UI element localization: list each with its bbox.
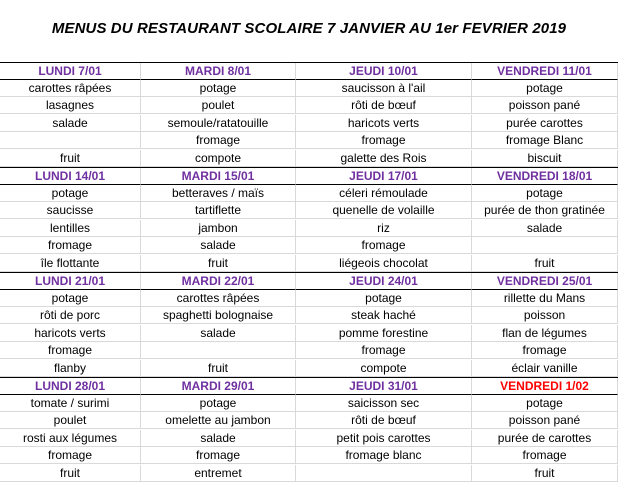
- day-header: VENDREDI 25/01: [472, 273, 618, 290]
- menu-row: [0, 395, 618, 412]
- menu-cell: salade: [0, 115, 141, 132]
- menu-cell: lentilles: [0, 220, 141, 237]
- menu-row: [0, 237, 618, 254]
- menu-cell: fromage: [472, 342, 618, 359]
- menu-cell: fruit: [141, 255, 296, 272]
- menu-cell: haricots verts: [0, 325, 141, 342]
- day-header: LUNDI 28/01: [0, 378, 141, 395]
- menu-cell: rôti de porc: [0, 307, 141, 324]
- menu-cell: saicisson sec: [296, 395, 472, 412]
- menu-cell: riz: [296, 220, 472, 237]
- menu-cell: fruit: [141, 360, 296, 377]
- menu-row: [0, 80, 618, 97]
- menu-cell: [472, 237, 618, 254]
- menu-cell: potage: [472, 185, 618, 202]
- menu-cell: fromage: [296, 237, 472, 254]
- menu-cell: [0, 132, 141, 149]
- menu-row: [0, 430, 618, 447]
- menu-row: [0, 412, 618, 429]
- week-header-row: [0, 272, 618, 290]
- menu-row: [0, 447, 618, 464]
- menu-row: [0, 115, 618, 132]
- day-header: JEUDI 31/01: [296, 378, 472, 395]
- menu-cell: haricots verts: [296, 115, 472, 132]
- menu-cell: fromage: [141, 447, 296, 464]
- day-header: MARDI 8/01: [141, 63, 296, 80]
- day-header: VENDREDI 1/02: [472, 378, 618, 395]
- day-header: VENDREDI 18/01: [472, 168, 618, 185]
- menu-cell: potage: [472, 80, 618, 97]
- menu-row: [0, 342, 618, 359]
- day-header: MARDI 15/01: [141, 168, 296, 185]
- menu-row: [0, 290, 618, 307]
- menu-cell: spaghetti bolognaise: [141, 307, 296, 324]
- day-header: MARDI 22/01: [141, 273, 296, 290]
- menu-row: [0, 307, 618, 324]
- menu-cell: fromage: [141, 132, 296, 149]
- menu-cell: salade: [472, 220, 618, 237]
- menu-cell: poulet: [0, 412, 141, 429]
- menu-cell: potage: [0, 185, 141, 202]
- menu-cell: saucisson à l'ail: [296, 80, 472, 97]
- menu-cell: fromage: [0, 237, 141, 254]
- menu-row: [0, 255, 618, 272]
- menu-cell: potage: [472, 395, 618, 412]
- menu-cell: entremet: [141, 465, 296, 482]
- menu-cell: compote: [141, 150, 296, 167]
- menu-row: [0, 220, 618, 237]
- week-header-row: [0, 167, 618, 185]
- menu-cell: carottes râpées: [0, 80, 141, 97]
- menu-cell: saucisse: [0, 202, 141, 219]
- day-header: JEUDI 10/01: [296, 63, 472, 80]
- menu-row: [0, 185, 618, 202]
- menu-cell: rôti de bœuf: [296, 97, 472, 114]
- menu-cell: potage: [296, 290, 472, 307]
- menu-cell: fruit: [0, 150, 141, 167]
- menu-cell: salade: [141, 430, 296, 447]
- menu-table: [0, 62, 618, 484]
- menu-cell: purée de carottes: [472, 430, 618, 447]
- week-header-row: [0, 62, 618, 80]
- menu-cell: semoule/ratatouille: [141, 115, 296, 132]
- menu-row: [0, 97, 618, 114]
- menu-cell: rôti de bœuf: [296, 412, 472, 429]
- menu-row: [0, 465, 618, 482]
- menu-cell: potage: [0, 290, 141, 307]
- menu-cell: fromage Blanc: [472, 132, 618, 149]
- menu-cell: éclair vanille: [472, 360, 618, 377]
- menu-cell: omelette au jambon: [141, 412, 296, 429]
- menu-row: [0, 202, 618, 219]
- menu-cell: galette des Rois: [296, 150, 472, 167]
- menu-cell: compote: [296, 360, 472, 377]
- menu-cell: poulet: [141, 97, 296, 114]
- menu-cell: rosti aux légumes: [0, 430, 141, 447]
- menu-cell: fromage: [296, 342, 472, 359]
- menu-cell: île flottante: [0, 255, 141, 272]
- menu-cell: biscuit: [472, 150, 618, 167]
- menu-cell: fromage blanc: [296, 447, 472, 464]
- menu-cell: lasagnes: [0, 97, 141, 114]
- week-header-row: [0, 377, 618, 395]
- menu-row: [0, 325, 618, 342]
- menu-cell: céleri rémoulade: [296, 185, 472, 202]
- menu-cell: flanby: [0, 360, 141, 377]
- menu-cell: fromage: [296, 132, 472, 149]
- menu-cell: flan de légumes: [472, 325, 618, 342]
- day-header: MARDI 29/01: [141, 378, 296, 395]
- menu-cell: fruit: [0, 465, 141, 482]
- menu-cell: potage: [141, 395, 296, 412]
- menu-row: [0, 360, 618, 377]
- menu-cell: tomate / surimi: [0, 395, 141, 412]
- menu-cell: steak haché: [296, 307, 472, 324]
- menu-cell: jambon: [141, 220, 296, 237]
- menu-row: [0, 132, 618, 149]
- menu-cell: [141, 342, 296, 359]
- day-header: LUNDI 21/01: [0, 273, 141, 290]
- day-header: LUNDI 14/01: [0, 168, 141, 185]
- menu-cell: poisson pané: [472, 97, 618, 114]
- menu-cell: salade: [141, 237, 296, 254]
- menu-cell: poisson pané: [472, 412, 618, 429]
- day-header: LUNDI 7/01: [0, 63, 141, 80]
- menu-cell: carottes râpées: [141, 290, 296, 307]
- menu-row: [0, 150, 618, 167]
- menu-cell: purée de thon gratinée: [472, 202, 618, 219]
- menu-cell: poisson: [472, 307, 618, 324]
- menu-cell: [296, 465, 472, 482]
- page-title: MENUS DU RESTAURANT SCOLAIRE 7 JANVIER AU 1er FEVRIER 2019: [51, 20, 567, 37]
- menu-cell: tartiflette: [141, 202, 296, 219]
- menu-cell: pomme forestine: [296, 325, 472, 342]
- menu-cell: liégeois chocolat: [296, 255, 472, 272]
- menu-cell: potage: [141, 80, 296, 97]
- day-header: VENDREDI 11/01: [472, 63, 618, 80]
- menu-cell: fromage: [0, 447, 141, 464]
- day-header: JEUDI 17/01: [296, 168, 472, 185]
- menu-cell: fruit: [472, 465, 618, 482]
- menu-cell: fromage: [0, 342, 141, 359]
- menu-cell: salade: [141, 325, 296, 342]
- menu-cell: fruit: [472, 255, 618, 272]
- menu-cell: betteraves / maïs: [141, 185, 296, 202]
- menu-cell: rillette du Mans: [472, 290, 618, 307]
- day-header: JEUDI 24/01: [296, 273, 472, 290]
- menu-cell: petit pois carottes: [296, 430, 472, 447]
- menu-cell: purée carottes: [472, 115, 618, 132]
- menu-cell: fromage: [472, 447, 618, 464]
- menu-cell: quenelle de volaille: [296, 202, 472, 219]
